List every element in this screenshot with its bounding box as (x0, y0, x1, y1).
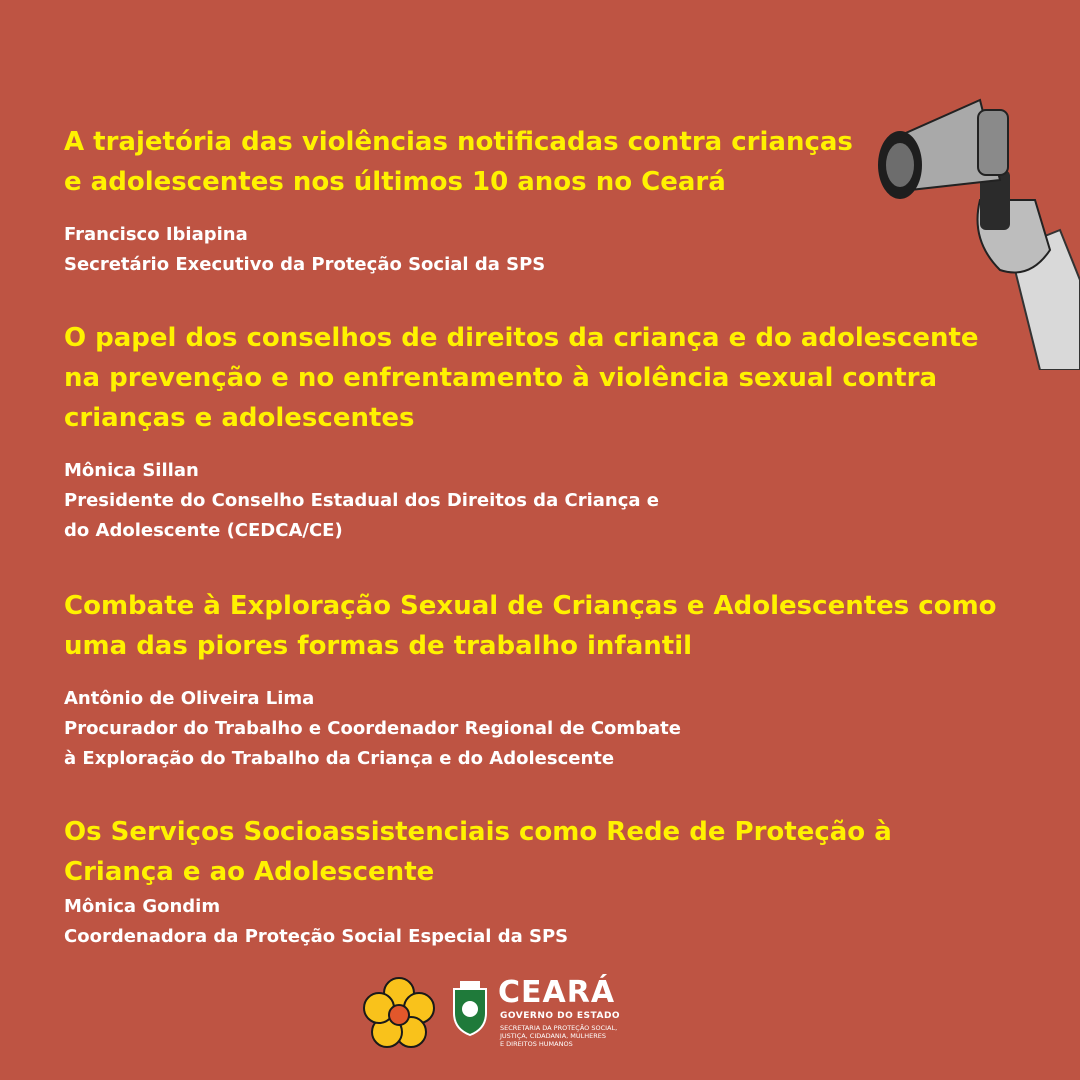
gov-subtitle: GOVERNO DO ESTADO (500, 1011, 621, 1021)
gov-name: CEARÁ (498, 975, 616, 1010)
talk-title: O papel dos conselhos de direitos da criança e do adolescente na prevenção e no enfrentamento à violência sexual contra crianças e adolescentes (64, 323, 979, 433)
flower-logo-icon (360, 975, 438, 1053)
talk-speaker: Mônica Gondim (64, 896, 221, 917)
state-crest-icon (450, 979, 490, 1037)
talk-title: Os Serviços Socioassistenciais como Rede de Proteção à Criança e ao Adolescente (64, 817, 892, 887)
talk-role: Procurador do Trabalho e Coordenador Regional de Combate à Exploração do Trabalho da Criança e do Adolescente (64, 718, 681, 769)
talk-title: A trajetória das violências notificadas contra crianças e adolescentes nos últimos 10 anos no Ceará (64, 127, 853, 197)
talk-speaker: Francisco Ibiapina (64, 224, 248, 245)
talk-4 (64, 812, 892, 952)
talk-2 (64, 318, 979, 546)
gov-department: SECRETARIA DA PROTEÇÃO SOCIAL, JUSTIÇA, CIDADANIA, MULHERES E DIREITOS HUMANOS (500, 1024, 618, 1048)
talk-title: Combate à Exploração Sexual de Crianças e Adolescentes como uma das piores formas de trabalho infantil (64, 591, 997, 661)
talk-speaker: Mônica Sillan (64, 460, 199, 481)
footer-logos (360, 975, 680, 1065)
talk-role: Presidente do Conselho Estadual dos Direitos da Criança e do Adolescente (CEDCA/CE) (64, 490, 659, 541)
talk-3 (64, 586, 997, 774)
talk-role: Coordenadora da Proteção Social Especial da SPS (64, 926, 569, 947)
talk-1 (64, 122, 853, 280)
talk-role: Secretário Executivo da Proteção Social da SPS (64, 254, 546, 275)
talk-speaker: Antônio de Oliveira Lima (64, 688, 315, 709)
